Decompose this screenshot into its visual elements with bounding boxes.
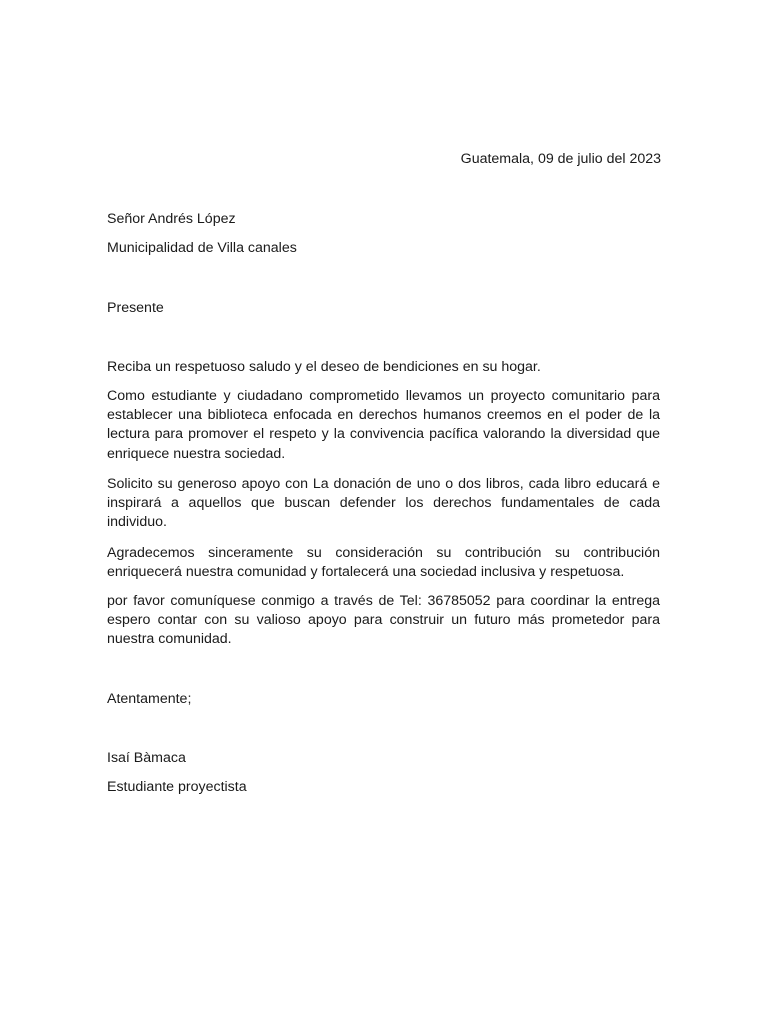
body-paragraph-project: Como estudiante y ciudadano comprometido llevamos un proyecto comunitario para establecer una biblioteca enfocada en derechos humanos creemos en el poder de la lectura para promover el respeto y la convivencia pacífica valorando la diversidad que enriquece nuestra sociedad. <box>107 388 660 462</box>
body-paragraph-contact: por favor comuníquese conmigo a través de Tel: 36785052 para coordinar la entrega espero contar con su valioso apoyo para construir un futuro más prometedor para nuestra comunidad. <box>107 593 660 648</box>
closing-line: Atentamente; <box>107 691 192 707</box>
recipient-organization: Municipalidad de Villa canales <box>107 240 297 256</box>
letter-date: Guatemala, 09 de julio del 2023 <box>460 151 661 167</box>
greeting-line: Reciba un respetuoso saludo y el deseo de bendiciones en su hogar. <box>107 359 541 375</box>
recipient-name: Señor Andrés López <box>107 211 236 227</box>
body-paragraph-request: Solicito su generoso apoyo con La donación de uno o dos libros, cada libro educará e inspirará a aquellos que buscan defender los derechos fundamentales de cada individuo. <box>107 476 660 531</box>
presente-label: Presente <box>107 300 164 316</box>
signer-title: Estudiante proyectista <box>107 779 247 795</box>
body-paragraph-thanks: Agradecemos sinceramente su consideración su contribución su contribución enriquecerá nuestra comunidad y fortalecerá una sociedad inclusiva y respetuosa. <box>107 545 660 581</box>
signer-name: Isaí Bàmaca <box>107 750 186 766</box>
